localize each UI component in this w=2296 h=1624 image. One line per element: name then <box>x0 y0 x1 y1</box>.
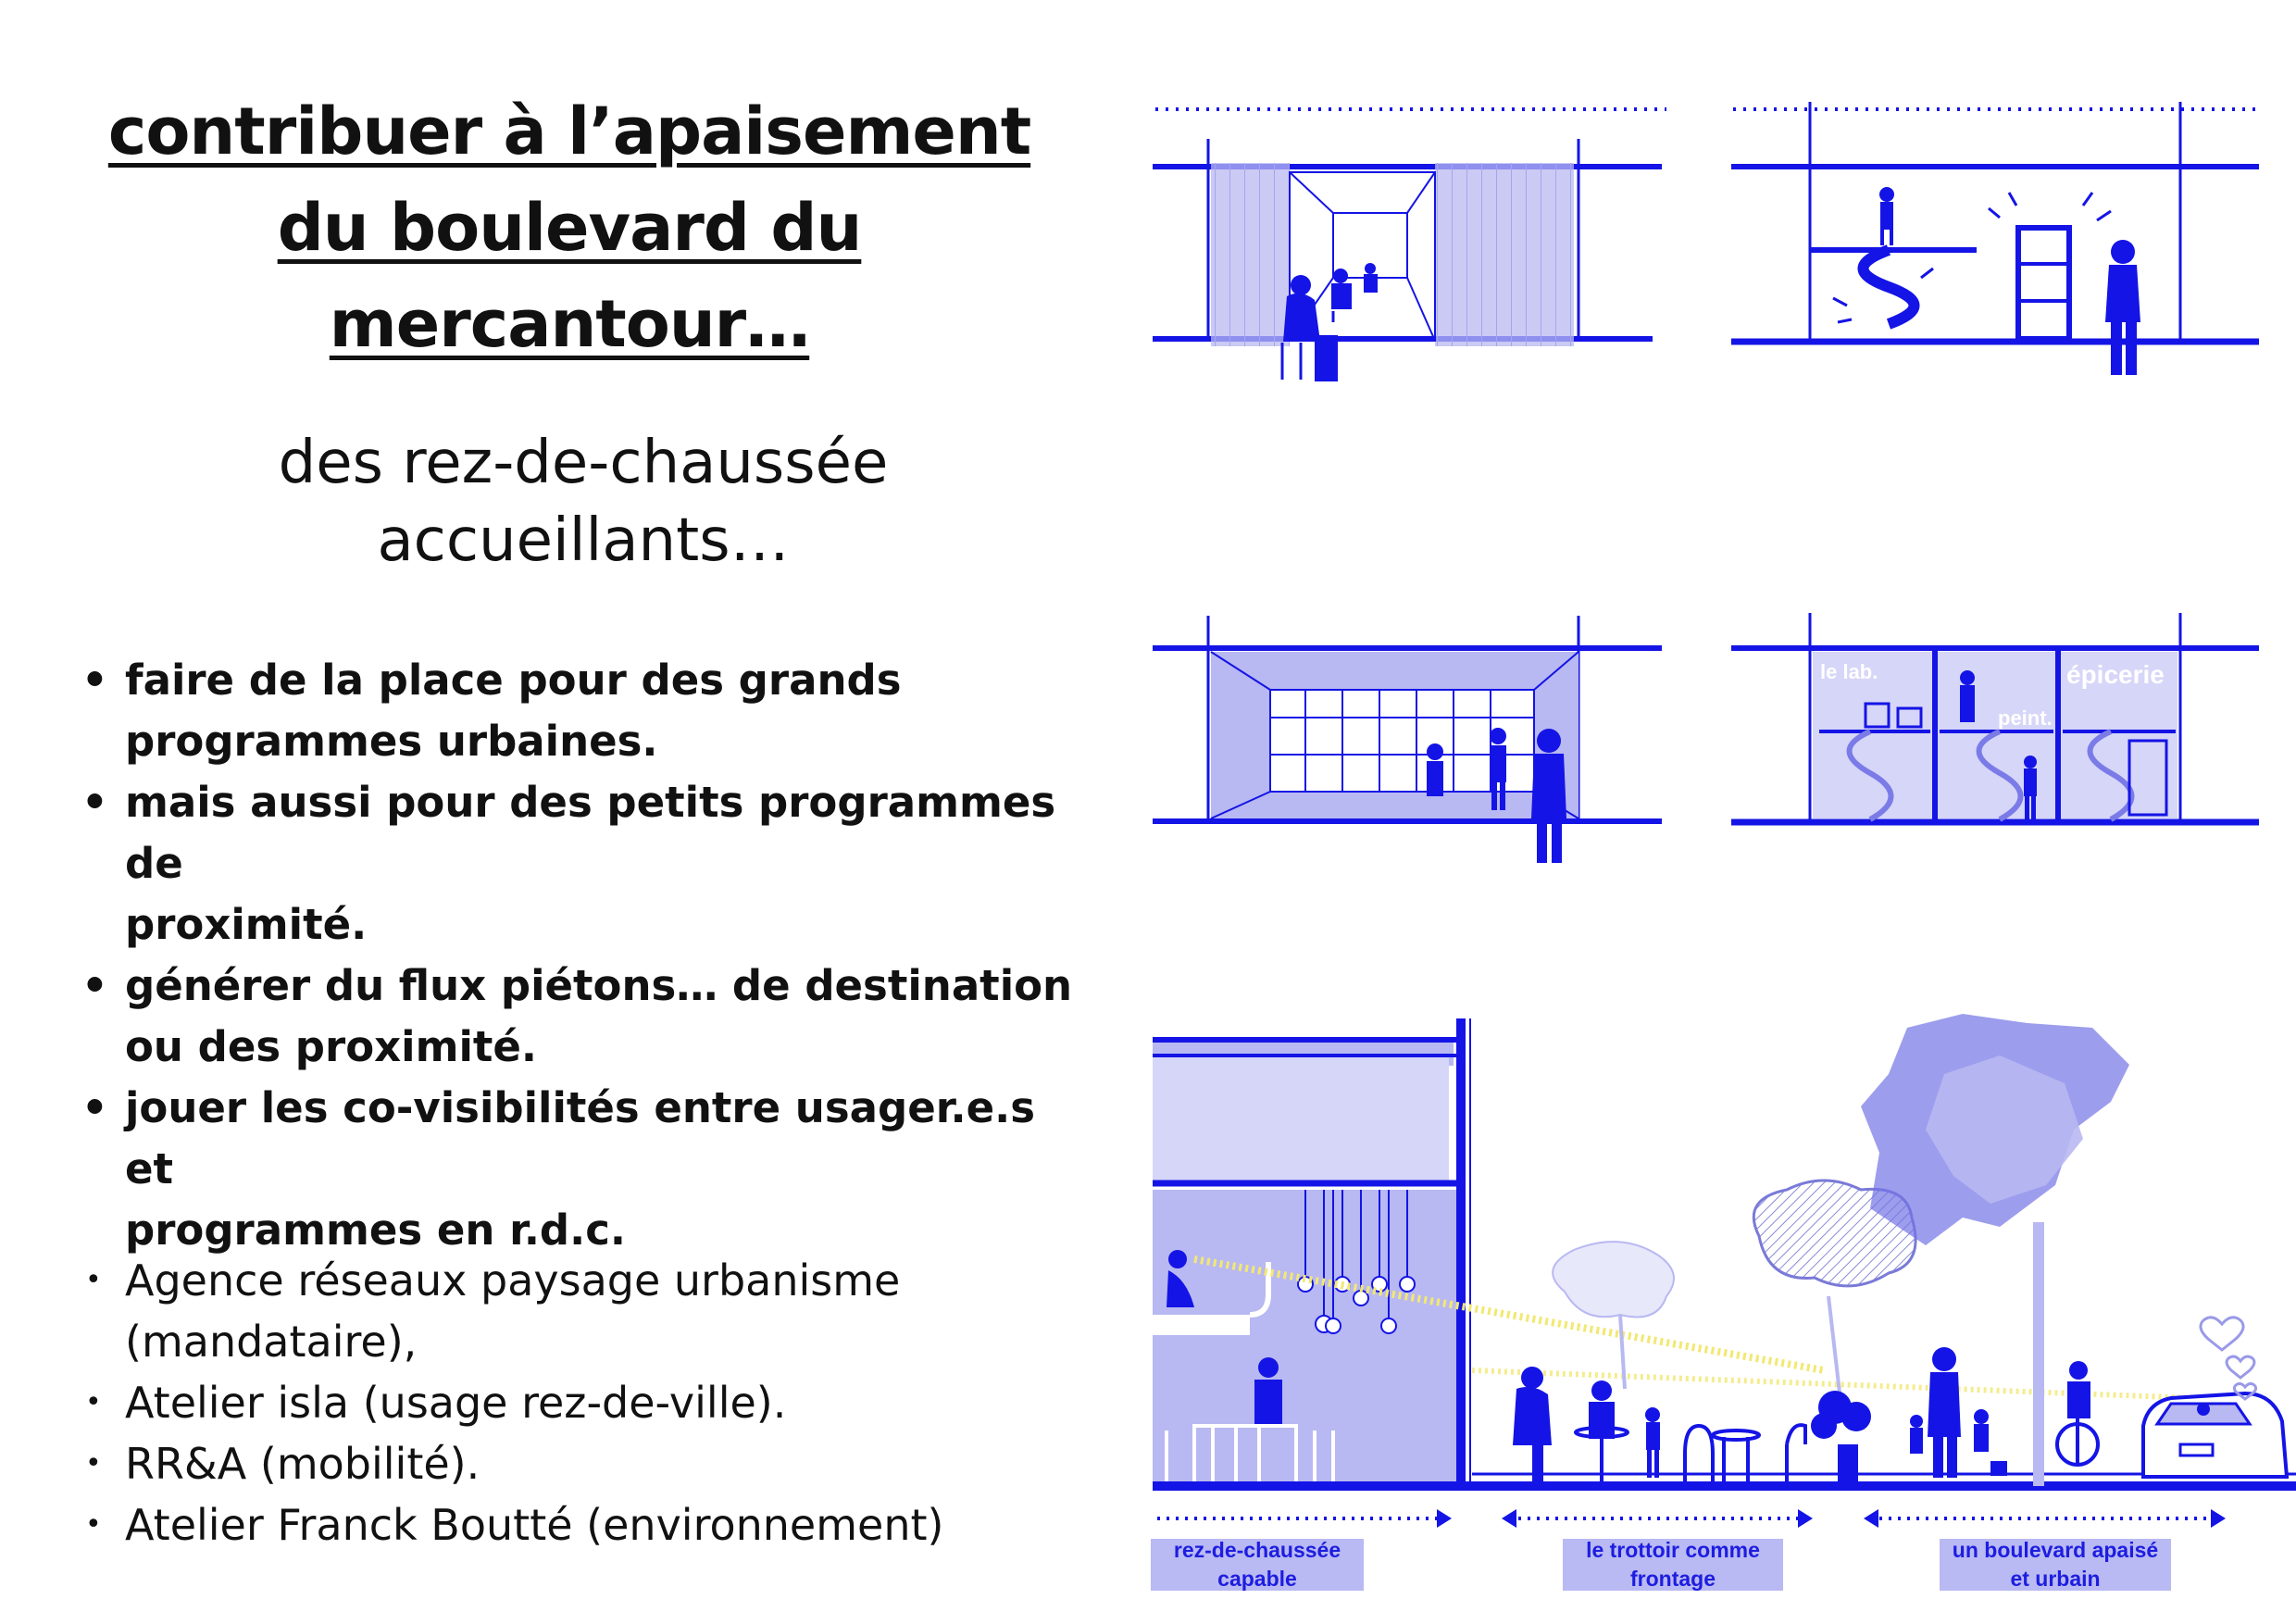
potted-plant-icon <box>1811 1391 1871 1481</box>
person-seated-icon <box>1364 263 1378 293</box>
objective-text: générer du flux piétons… de destination <box>125 961 1073 1010</box>
caption-boulevard <box>1940 1539 2171 1591</box>
program-label-grocery: épicerie <box>2066 660 2165 689</box>
caption-ground-floor <box>1151 1539 1364 1591</box>
caption-text: frontage <box>1630 1567 1716 1591</box>
arrow-left-icon <box>1864 1509 1878 1528</box>
person-on-stairs-icon <box>1879 187 1894 245</box>
title-line-1: contribuer à l’apaisement <box>107 94 1031 169</box>
objective-text: proximité. <box>125 900 368 949</box>
person-seated-icon <box>1331 269 1352 322</box>
objective-text: faire de la place pour des grands <box>125 656 902 705</box>
team-text: (mandataire), <box>125 1317 418 1367</box>
caption-text: un boulevard apaisé <box>1952 1538 2159 1562</box>
car-icon <box>2143 1393 2287 1477</box>
team-text: Agence réseaux paysage urbanisme <box>125 1255 901 1305</box>
section-panel-shop <box>1731 102 2259 375</box>
program-label-paint: peint. <box>1998 706 2053 730</box>
caption-text: et urbain <box>2010 1567 2101 1591</box>
caption-sidewalk <box>1563 1539 1783 1591</box>
hearts-icon <box>2201 1318 2256 1399</box>
caption-text: le trottoir comme <box>1586 1538 1760 1562</box>
cyclist-icon <box>2057 1361 2098 1465</box>
arrow-right-icon <box>1437 1509 1452 1528</box>
objective-text: programmes en r.d.c. <box>125 1206 627 1255</box>
objective-text: mais aussi pour des petits programmes de <box>125 778 1056 888</box>
cafe-people-icon <box>1513 1367 1660 1481</box>
family-walking-icon <box>1910 1347 2007 1478</box>
arrow-left-icon <box>1502 1509 1516 1528</box>
subtitle-line-1: des rez-de-chaussée <box>278 429 889 497</box>
title-line-3: mercantour… <box>329 286 810 362</box>
person-standing-icon <box>1254 1357 1282 1426</box>
title-line-2: du boulevard du <box>277 190 862 266</box>
street-section <box>1153 1014 2296 1528</box>
program-label-lab: le lab. <box>1820 660 1878 683</box>
section-panel-small-programs <box>1731 613 2259 822</box>
caption-text: rez-de-chaussée <box>1173 1538 1341 1562</box>
objective-text: programmes urbaines. <box>125 717 658 766</box>
person-walking-icon <box>2105 240 2140 375</box>
team-text: RR&A (mobilité). <box>125 1439 480 1489</box>
objective-text: ou des proximité. <box>125 1022 538 1071</box>
subtitle-line-2: accueillants… <box>377 506 790 575</box>
caption-text: capable <box>1217 1567 1297 1591</box>
section-panel-open-room <box>1153 109 1666 381</box>
team-text: Atelier Franck Boutté (environnement) <box>125 1500 944 1550</box>
objective-text: jouer les co-visibilités entre usager.e.s et <box>125 1083 1035 1193</box>
arrow-right-icon <box>2211 1509 2226 1528</box>
section-panel-large-program <box>1153 616 1662 863</box>
arrow-right-icon <box>1798 1509 1813 1528</box>
team-text: Atelier isla (usage rez-de-ville). <box>125 1378 787 1428</box>
